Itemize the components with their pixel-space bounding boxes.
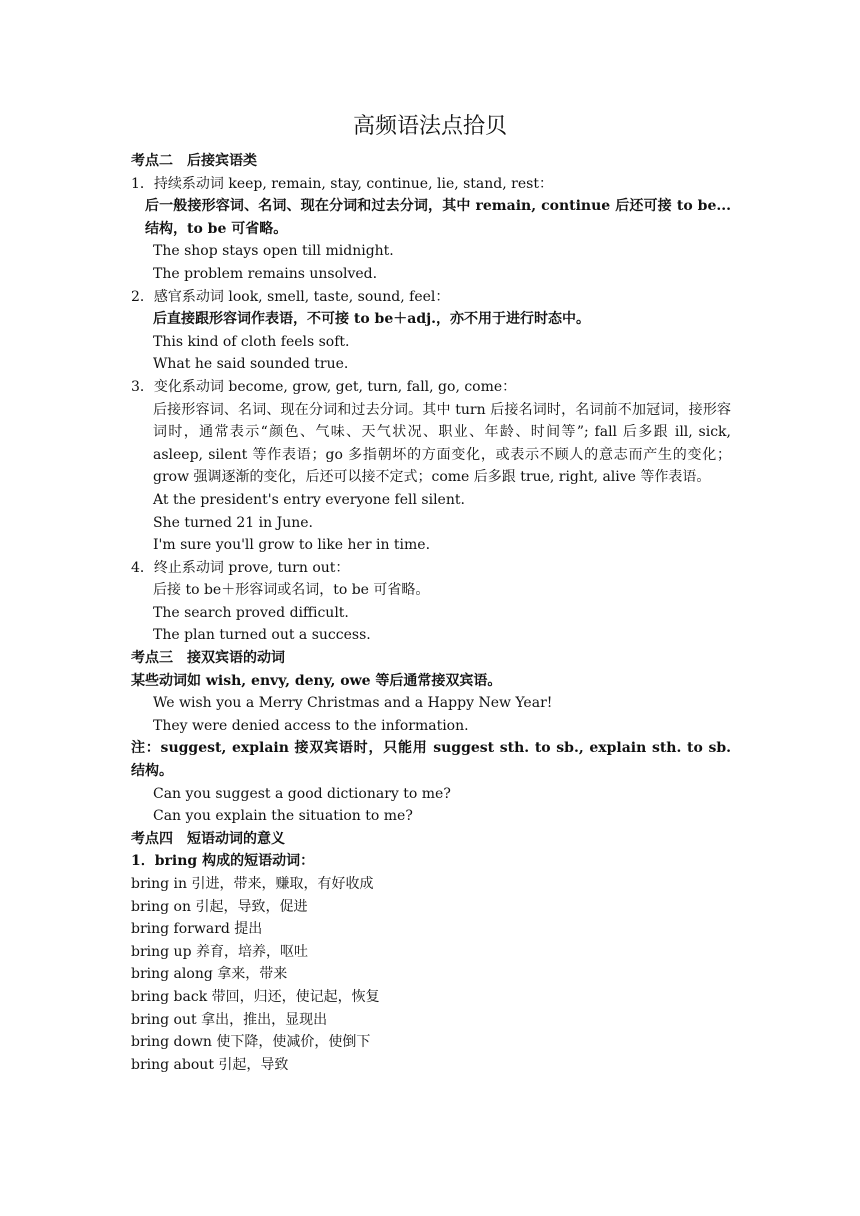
text-line: 某些动词如 wish, envy, deny, owe 等后通常接双宾语。	[131, 672, 502, 689]
text-line: 考点二 后接宾语类	[131, 153, 257, 169]
text-line: The search proved difficult.	[153, 604, 349, 621]
text-line: bring out 拿出，推出，显现出	[131, 1011, 328, 1028]
text-line: 后直接跟形容词作表语，不可接 to be＋adj.，亦不用于进行时态中。	[153, 311, 591, 328]
text-line: 1．持续系动词 keep, remain, stay, continue, lie, stand, rest：	[131, 175, 553, 192]
text-line: 后接形容词、名词、现在分词和过去分词。其中 turn 后接名词时，名词前不加冠词，接形容词时，通常表示“颜色、气味、天气状况、职业、年龄、时间等”; fall 后多跟 ill, sick, asleep, silent 等作表语；go 多指朝坏的方面变化，或表示不顾人的意志而产生的变化；grow 强调逐渐的变化，后还可以接不定式；come 后多跟 true, right, alive 等作表语。	[153, 401, 731, 486]
text-line: bring down 使下降，使减价，使倒下	[131, 1034, 371, 1051]
text-line: 4．终止系动词 prove, turn out：	[131, 559, 350, 576]
text-line: I'm sure you'll grow to like her in time.	[153, 537, 431, 554]
text-line: Can you explain the situation to me?	[153, 808, 413, 825]
text-line: 注：suggest, explain 接双宾语时，只能用 suggest sth. to sb., explain sth. to sb. 结构。	[131, 740, 731, 780]
text-line: She turned 21 in June.	[153, 514, 313, 531]
text-line: They were denied access to the information.	[153, 717, 469, 734]
text-line: 1．bring 构成的短语动词：	[131, 853, 315, 870]
text-line: bring along 拿来，带来	[131, 966, 288, 983]
text-line: The shop stays open till midnight.	[153, 243, 394, 260]
text-line: We wish you a Merry Christmas and a Happy New Year!	[153, 695, 553, 712]
document-title: 高频语法点拾贝	[352, 114, 507, 139]
document-body	[131, 150, 731, 1076]
text-line: bring forward 提出	[131, 921, 263, 938]
text-line: At the president's entry everyone fell silent.	[153, 491, 465, 508]
text-line: bring about 引起，导致	[131, 1056, 289, 1073]
text-line: bring up 养育，培养，呕吐	[131, 943, 308, 960]
text-line: bring in 引进，带来，赚取，有好收成	[131, 876, 374, 892]
text-line: The problem remains unsolved.	[153, 265, 378, 282]
text-line: The plan turned out a success.	[153, 627, 371, 644]
text-line: 2．感官系动词 look, smell, taste, sound, feel：	[131, 288, 450, 305]
text-line: What he said sounded true.	[153, 356, 349, 373]
text-line: bring back 带回，归还，使记起，恢复	[131, 988, 380, 1005]
text-line: 后一般接形容词、名词、现在分词和过去分词，其中 remain, continue 后还可接 to be... 结构，to be 可省略。	[145, 198, 731, 237]
text-line: bring on 引起，导致，促进	[131, 898, 308, 915]
text-line: This kind of cloth feels soft.	[153, 333, 350, 350]
text-line: 后接 to be＋形容词或名词，to be 可省略。	[153, 582, 430, 599]
text-line: 3．变化系动词 become, grow, get, turn, fall, go, come：	[131, 378, 517, 395]
text-line: 考点四 短语动词的意义	[131, 830, 285, 847]
text-line: Can you suggest a good dictionary to me?	[153, 785, 451, 802]
text-line: 考点三 接双宾语的动词	[131, 650, 285, 667]
